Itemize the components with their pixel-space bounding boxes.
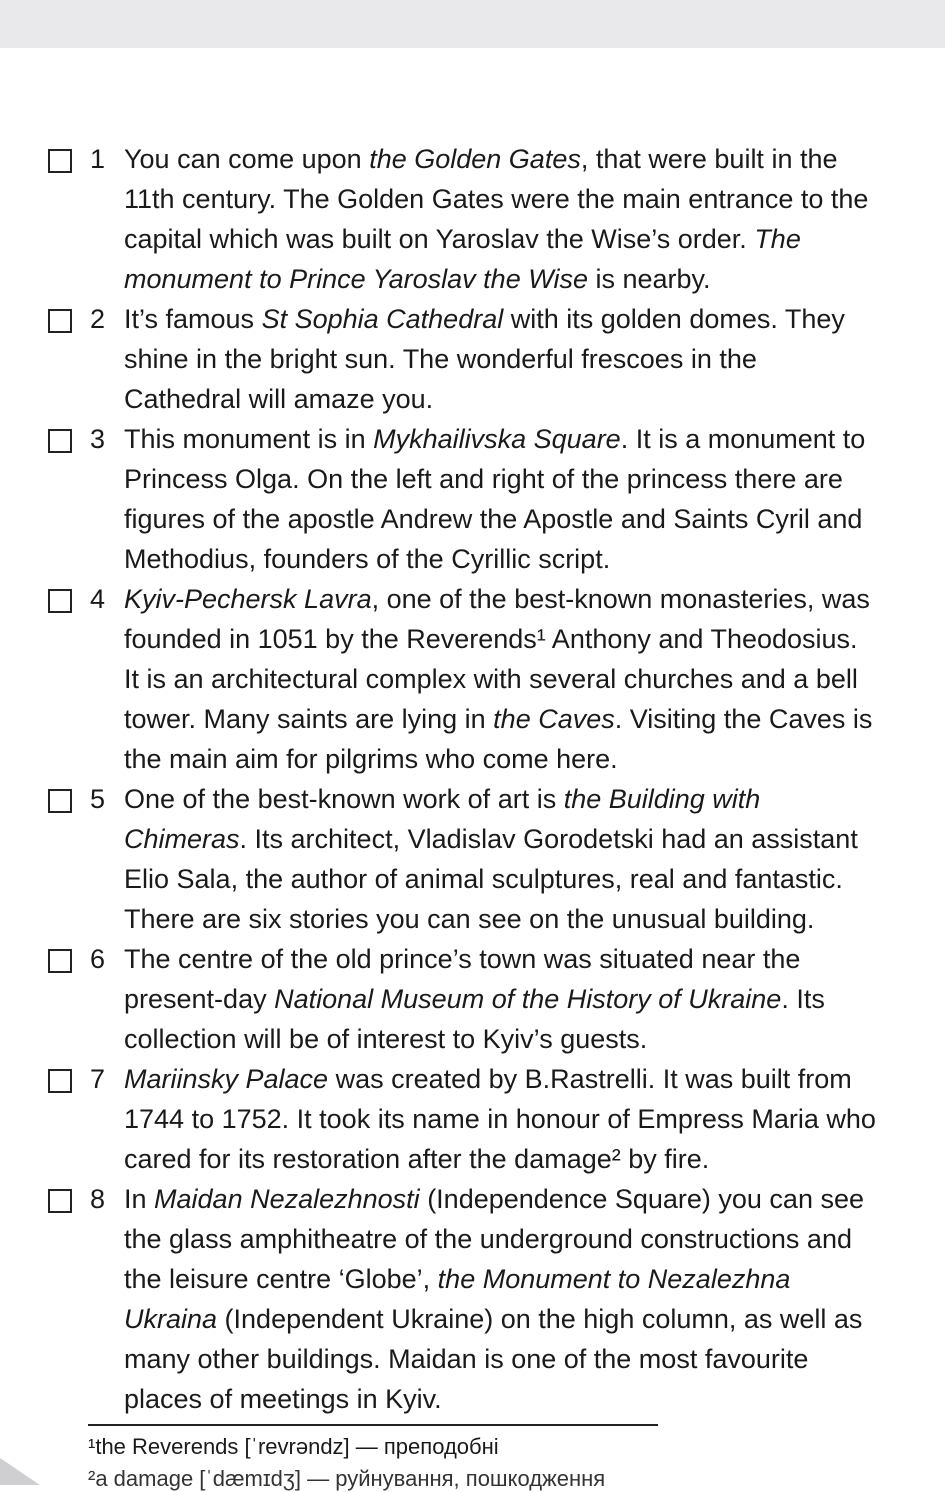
item-text-line: [124, 379, 945, 419]
text-segment: Elio Sala, the author of animal sculptures, real and fantastic.: [124, 864, 843, 894]
text-segment: (Independent Ukraine) on the high column, as well as: [217, 1304, 863, 1334]
text-segment: . Visiting the Caves is: [614, 704, 873, 734]
footnote-1: ¹the Reverends [ˈrevrəndz] — преподобні: [88, 1434, 499, 1459]
text-segment: . It is a monument to: [620, 424, 866, 454]
checkbox[interactable]: [48, 149, 72, 173]
text-segment: There are six stories you can see on the unusual building.: [124, 904, 815, 934]
text-segment: the main aim for pilgrims who come here.: [124, 744, 618, 774]
item-text-line: [124, 1179, 945, 1219]
checkbox[interactable]: [48, 1069, 72, 1093]
text-segment: the glass amphitheatre of the underground constructions and: [124, 1224, 852, 1254]
list-item: [48, 1059, 945, 1179]
item-text-line: [124, 179, 945, 219]
text-segment: Cathedral will amaze you.: [124, 384, 434, 414]
list-item: [48, 579, 945, 779]
italic-text-segment: National Museum of the History of Ukraine: [274, 984, 782, 1014]
text-segment: 1744 to 1752. It took its name in honour of Empress Maria who: [124, 1104, 876, 1134]
checkbox[interactable]: [48, 589, 72, 613]
checkbox[interactable]: [48, 1189, 72, 1213]
text-segment: places of meetings in Kyiv.: [124, 1384, 442, 1414]
italic-text-segment: Ukraina: [124, 1304, 218, 1334]
list-item: [48, 299, 945, 419]
text-segment: Princess Olga. On the left and right of the princess there are: [124, 464, 843, 494]
item-text-line: [124, 779, 945, 819]
item-text-line: [124, 339, 945, 379]
item-text-line: [124, 1259, 945, 1299]
item-text-line: [124, 1379, 945, 1419]
text-segment: It is an architectural complex with several churches and a bell: [124, 664, 858, 694]
text-segment: with its golden domes. They: [503, 304, 845, 334]
text-segment: cared for its restoration after the damage² by fire.: [124, 1144, 710, 1174]
footnote-2: ²a damage [ˈdæmɪdʒ] — руйнування, пошкодження: [88, 1466, 606, 1491]
top-bar: [0, 0, 945, 48]
italic-text-segment: Maidan Nezalezhnosti: [154, 1184, 420, 1214]
item-text-line: [124, 1019, 945, 1059]
italic-text-segment: the Monument to Nezalezhna: [437, 1264, 791, 1294]
italic-text-segment: Mykhailivska Square: [373, 424, 621, 454]
item-text-line: [124, 659, 945, 699]
item-text-line: [124, 859, 945, 899]
item-number: 5: [90, 784, 106, 814]
text-segment: The centre of the old prince’s town was situated near the: [124, 944, 801, 974]
text-segment: present-day: [124, 984, 275, 1014]
item-text-line: [124, 579, 945, 619]
text-segment: many other buildings. Maidan is one of the most favourite: [124, 1344, 809, 1374]
item-text-line: [124, 979, 945, 1019]
italic-text-segment: the Golden Gates: [369, 144, 581, 174]
item-text-line: [124, 459, 945, 499]
italic-text-segment: monument to Prince Yaroslav the Wise: [124, 264, 588, 294]
item-text-line: [124, 539, 945, 579]
item-text-line: [124, 259, 945, 299]
item-text-line: [124, 699, 945, 739]
text-segment: shine in the bright sun. The wonderful frescoes in the: [124, 344, 757, 374]
text-segment: is nearby.: [587, 264, 711, 294]
text-segment: Methodius, founders of the Cyrillic script.: [124, 544, 611, 574]
checkbox[interactable]: [48, 949, 72, 973]
item-text-line: [124, 1059, 945, 1099]
text-segment: , one of the best-known monasteries, was: [371, 584, 870, 614]
checkbox[interactable]: [48, 309, 72, 333]
item-number: 8: [90, 1184, 106, 1214]
text-segment: tower. Many saints are lying in: [124, 704, 494, 734]
item-number: 6: [90, 944, 106, 974]
list-item: [48, 779, 945, 939]
italic-text-segment: the Building with: [563, 784, 761, 814]
text-segment: collection will be of interest to Kyiv’s guests.: [124, 1024, 648, 1054]
text-segment: One of the best-known work of art is: [124, 784, 564, 814]
item-number: 7: [90, 1064, 106, 1094]
italic-text-segment: Kyiv-Pechersk Lavra: [124, 584, 372, 614]
checkbox[interactable]: [48, 789, 72, 813]
item-text-line: [124, 1219, 945, 1259]
list-item: [48, 139, 945, 299]
italic-text-segment: St Sophia Cathedral: [261, 304, 504, 334]
text-segment: figures of the apostle Andrew the Apostle and Saints Cyril and: [124, 504, 863, 534]
text-segment: was created by B.Rastrelli. It was built from: [328, 1064, 852, 1094]
list-item: [48, 939, 945, 1059]
text-segment: In: [124, 1184, 155, 1214]
italic-text-segment: Chimeras: [124, 824, 240, 854]
item-text-line: [124, 619, 945, 659]
item-text-line: [124, 1099, 945, 1139]
italic-text-segment: the Caves: [493, 704, 615, 734]
text-segment: (Independence Square) you can see: [419, 1184, 865, 1214]
italic-text-segment: Mariinsky Palace: [124, 1064, 329, 1094]
item-text-line: [124, 1299, 945, 1339]
text-segment: the leisure centre ‘Globe’,: [124, 1264, 438, 1294]
list-item: [48, 419, 945, 579]
item-text-line: [124, 899, 945, 939]
text-segment: 11th century. The Golden Gates were the main entrance to the: [124, 184, 869, 214]
text-segment: It’s famous: [124, 304, 262, 334]
item-number: 2: [90, 304, 106, 334]
item-text-line: [124, 499, 945, 539]
item-text-line: [124, 939, 945, 979]
text-segment: This monument is in: [124, 424, 374, 454]
italic-text-segment: The: [754, 224, 801, 254]
text-segment: . Its architect, Vladislav Gorodetski had an assistant: [239, 824, 858, 854]
text-segment: . Its: [781, 984, 825, 1014]
item-text-line: [124, 739, 945, 779]
item-number: 3: [90, 424, 106, 454]
item-text-line: [124, 419, 945, 459]
list-item: [48, 1179, 945, 1419]
item-number: 4: [90, 584, 106, 614]
text-segment: founded in 1051 by the Reverends¹ Anthony and Theodosius.: [124, 624, 858, 654]
item-text-line: [124, 1139, 945, 1179]
item-number: 1: [90, 144, 106, 174]
item-text-line: [124, 819, 945, 859]
landmark-list: [48, 139, 945, 1419]
item-text-line: [124, 139, 945, 179]
checkbox[interactable]: [48, 429, 72, 453]
item-text-line: [124, 1339, 945, 1379]
footnote-divider: [88, 1424, 658, 1426]
text-segment: , that were built in the: [580, 144, 838, 174]
item-text-line: [124, 299, 945, 339]
text-segment: You can come upon: [124, 144, 370, 174]
page-corner-shadow: [0, 1458, 40, 1485]
text-segment: capital which was built on Yaroslav the Wise’s order.: [124, 224, 755, 254]
item-text-line: [124, 219, 945, 259]
